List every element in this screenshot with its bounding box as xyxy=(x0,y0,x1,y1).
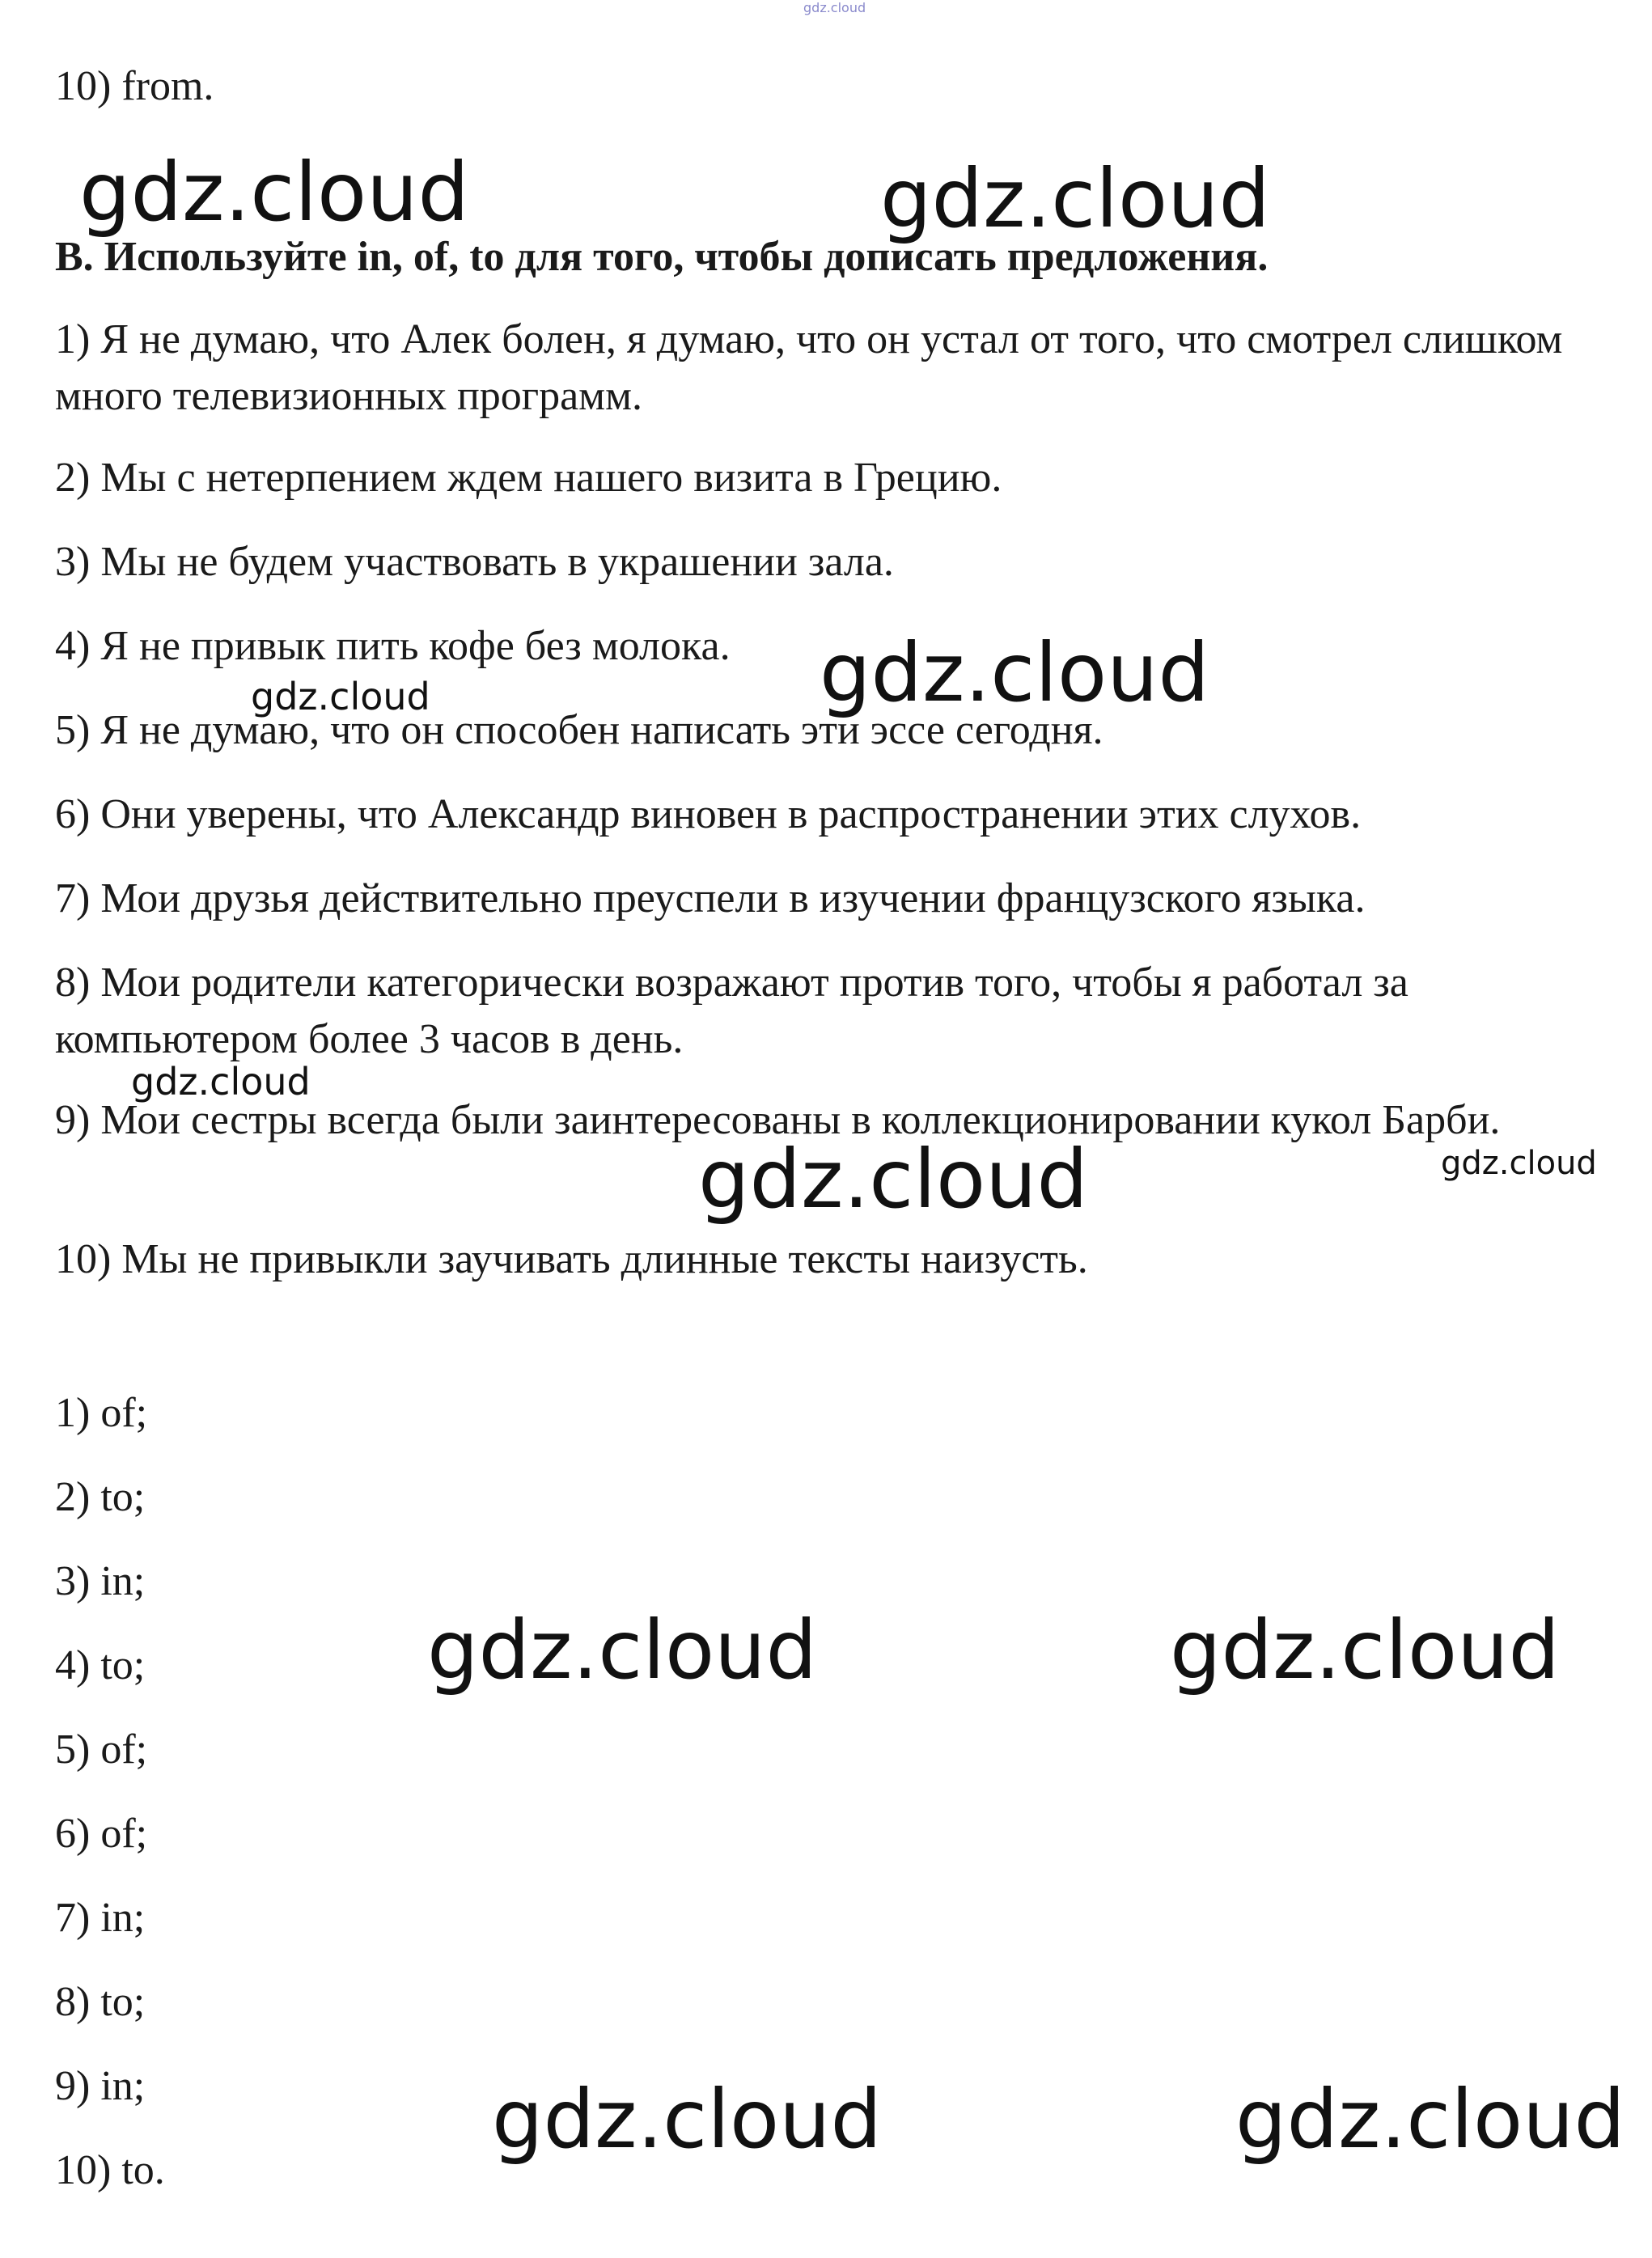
answer-10: 10) to. xyxy=(55,2147,165,2193)
answer-8: 8) to; xyxy=(55,1979,146,2025)
sentence-3: 3) Мы не будем участвовать в украшении зала. xyxy=(55,539,894,585)
watermark: gdz.cloud xyxy=(131,1060,311,1104)
answer-4: 4) to; xyxy=(55,1642,146,1688)
watermark: gdz.cloud xyxy=(880,151,1271,246)
exercise-heading: B. Используйте in, of, to для того, чтобы дописать предложения. xyxy=(55,234,1269,280)
watermark: gdz.cloud xyxy=(1170,1603,1561,1697)
watermark: gdz.cloud xyxy=(1441,1145,1597,1182)
watermark: gdz.cloud xyxy=(1235,2072,1626,2167)
answer-1: 1) of; xyxy=(55,1390,148,1436)
answer-2: 2) to; xyxy=(55,1474,146,1520)
sentence-9: 9) Мои сестры всегда были заинтересованы в коллекционировании кукол Барби. xyxy=(55,1097,1501,1143)
answer-3: 3) in; xyxy=(55,1558,146,1604)
watermark: gdz.cloud xyxy=(251,675,430,718)
answer-6: 6) of; xyxy=(55,1811,148,1857)
watermark: gdz.cloud xyxy=(820,625,1210,720)
watermark: gdz.cloud xyxy=(698,1132,1089,1226)
sentence-7: 7) Мои друзья действительно преуспели в изучении французского языка. xyxy=(55,875,1366,921)
answer-9: 9) in; xyxy=(55,2063,146,2109)
sentence-5: 5) Я не думаю, что он способен написать эти эссе сегодня. xyxy=(55,707,1103,753)
previous-answer-tail: 10) from. xyxy=(55,63,214,109)
answer-7: 7) in; xyxy=(55,1895,146,1941)
answer-5: 5) of; xyxy=(55,1726,148,1773)
watermark: gdz.cloud xyxy=(427,1603,818,1697)
watermark: gdz.cloud xyxy=(492,2072,883,2167)
sentence-4: 4) Я не привык пить кофе без молока. xyxy=(55,623,731,669)
sentence-6: 6) Они уверены, что Александр виновен в распространении этих слухов. xyxy=(55,791,1362,837)
sentence-10: 10) Мы не привыкли заучивать длинные тексты наизусть. xyxy=(55,1236,1088,1282)
watermark: gdz.cloud xyxy=(79,145,470,239)
sentence-8: 8) Мои родители категорически возражают против того, чтобы я работал за компьютером более 3 часов в день. xyxy=(55,960,1408,1062)
sentence-1: 1) Я не думаю, что Алек болен, я думаю, что он устал от того, что смотрел слишком много телевизионных программ. xyxy=(55,316,1563,419)
sentence-2: 2) Мы с нетерпением ждем нашего визита в Грецию. xyxy=(55,455,1002,501)
watermark-top: gdz.cloud xyxy=(803,0,866,15)
